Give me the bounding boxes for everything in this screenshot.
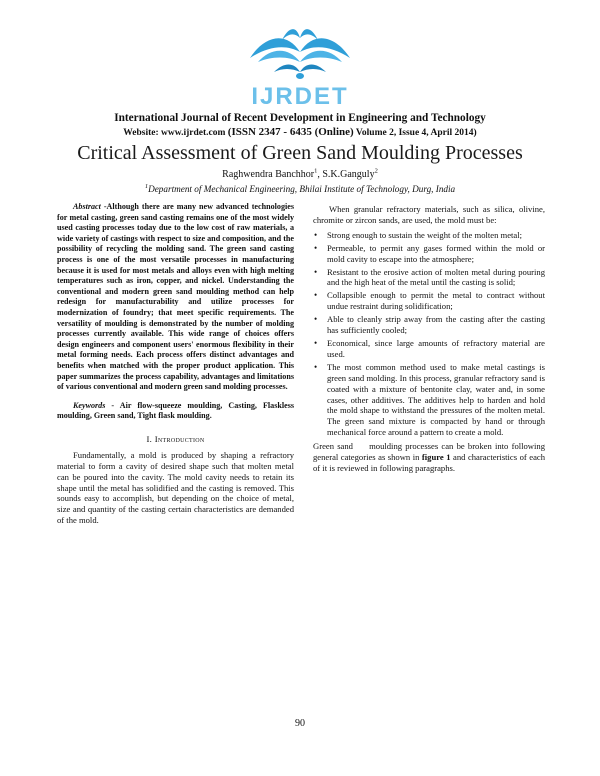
journal-volume: Volume 2, Issue 4, April 2014) <box>355 128 477 138</box>
logo-text: IJRDET <box>251 83 349 110</box>
mold-requirements-list <box>313 230 545 438</box>
categories-text-after: and characteristics of each of it is reviewed in following paragraphs. <box>313 452 545 473</box>
introduction-numeral: I. <box>146 433 155 444</box>
abstract-label: Abstract <box>73 202 101 211</box>
ijrdet-bird-logo-icon <box>242 18 358 110</box>
figure-reference: figure 1 <box>421 452 451 463</box>
list-item: • Able to cleanly strip away from the casting after the casting has sufficiently cooled; <box>313 314 545 336</box>
list-item: • The most common method used to make metal castings is green sand molding. In this process, granular refractory sand is coated with a mixture of bentonite clay, water and, in some cases, other additives. The additives help to harden and hold the mold shape to withstand the pressures of the molten metal. The green sand mixture is compacted by hand or through mechanical force around a pattern to create a mold. <box>313 362 545 438</box>
list-item: • Collapsible enough to permit the metal to contract without undue restraint during solidification; <box>313 290 545 312</box>
affiliation: Department of Mechanical Engineering, Bhilai Institute of Technology, Durg, India <box>148 184 456 194</box>
introduction-paragraph: Fundamentally, a mold is produced by shaping a refractory material to form a cavity of desired shape such that molten metal can be poured into the cavity. The mold cavity needs to retain its shape until the metal has solidified and the casting is removed. This sounds easy to accomplish, but depending on the choice of metal, size and quantity of the casting certain characteristics are demanded of the mold. <box>57 449 294 526</box>
right-column <box>313 204 548 474</box>
journal-website: Website: www.ijrdet.com <box>123 128 226 138</box>
keywords <box>57 401 294 422</box>
categories-text-before: Green sand moulding processes can be broken into following general categories as shown in <box>313 441 548 463</box>
journal-title: International Journal of Recent Development in Engineering and Technology <box>114 112 486 124</box>
journal-info-line <box>0 126 600 138</box>
introduction-heading-text: Introduction <box>154 433 205 444</box>
abstract-text: -Although there are many new advanced technologies for metal casting, green sand casting remains one of the most widely used casting processes today due to the low cost of raw materials, a wide variety of castings with respect to size and composition, and the possibility of recycling the molding sand. The green sand casting process is one of the most versatile processes in manufacturing because it is used for most metals and alloys even with high melting temperatures such as iron, copper, and nickel. Understanding the conventional and modern green sand moulding method can help redesign for manufacturability and utilize processes for modernization of foundry; that meet specific requirements. The versatility of moulding is demonstrated by the number of molding processes currently available. This wide range of choices offers design engineers and component users' enormous flexibility in their metal forming needs. Each process offers distinct advantages and benefits when matched with the proper product application. This paper summarizes the process capability, advantages and limitations of various conventional and modern green sand molding processes. <box>57 202 294 392</box>
keywords-text: - Air flow-squeeze moulding, Casting, Flaskless moulding, Green sand, Tight flask moulding. <box>57 400 294 421</box>
author-2: S.K.Ganguly <box>322 169 375 180</box>
affiliation-superscript: 1 <box>144 182 149 190</box>
categories-paragraph <box>313 441 548 474</box>
paper-title: Critical Assessment of Green Sand Moulding Processes <box>77 142 523 164</box>
introduction-heading <box>57 434 294 445</box>
author-line <box>0 169 600 180</box>
keywords-label: Keywords <box>73 400 106 410</box>
journal-logo <box>0 18 600 110</box>
list-item: • Strong enough to sustain the weight of the molten metal; <box>313 230 545 241</box>
list-item: • Permeable, to permit any gases formed within the mold or mold cavity to escape into the atmosphere; <box>313 243 545 265</box>
list-item: • Economical, since large amounts of refractory material are used. <box>313 338 545 360</box>
journal-issn: (ISSN 2347 - 6435 (Online) <box>227 126 354 138</box>
affiliation-line <box>0 184 600 194</box>
left-column <box>57 202 294 526</box>
abstract <box>57 202 294 393</box>
page-number: 90 <box>295 718 305 729</box>
author-1-superscript: 1 <box>314 167 318 175</box>
author-2-superscript: 2 <box>374 167 378 175</box>
mold-requirements-intro: When granular refractory materials, such as silica, olivine, chromite or zircon sands, are used, the mold must be: <box>313 204 545 225</box>
author-separator: , <box>317 169 323 180</box>
list-item: • Resistant to the erosive action of molten metal during pouring and the high heat of the metal until the casting is solid; <box>313 267 545 289</box>
author-1: Raghwendra Banchhor <box>222 169 315 180</box>
